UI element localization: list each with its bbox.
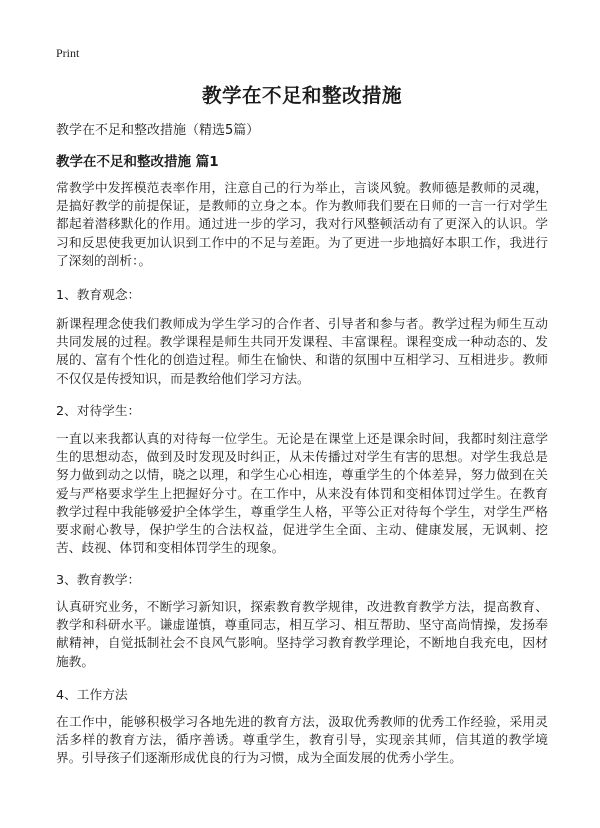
section-heading-teaching: 3、教育教学： (56, 572, 141, 587)
section-body-teaching: 认真研究业务，不断学习新知识，探索教育教学规律，改进教育教学方法，提高教育、教学和科研水平。谦虚谨慎，尊重同志，相互学习、相互帮助、坚守高尚情操，发扬奉献精神，自觉抵制社会不良风气影响。坚持学习教育教学理论，不断地自我充电，因材施教。 (56, 599, 548, 669)
section-heading-work-method: 4、工作方法 (56, 687, 128, 702)
document-subtitle: 教学在不足和整改措施（精选5篇） (56, 123, 260, 138)
section-body-work-method: 在工作中，能够积极学习各地先进的教育方法，汲取优秀教师的优秀工作经验，采用灵活多样的教育方法，循序善诱。尊重学生，教育引导，实现亲其师，信其道的教学境界。引导孩子们逐渐形成优良的行为习惯，成为全面发展的优秀小学生。 (56, 714, 548, 766)
section-heading-treat-students: 2、对待学生： (56, 403, 141, 418)
intro-paragraph: 常教学中发挥模范表率作用，注意自己的行为举止，言谈风貌。教师德是教师的灵魂，是搞好教学的前提保证，是教师的立身之本。作为教师我们要在日师的一言一行对学生都起着潜移默化的作用。通过进一步的学习，我对行风整顿活动有了更深入的认识。学习和反思使我更加认识到工作中的不足与差距。为了更进一步地搞好本职工作，我进行了深刻的剖析：。 (56, 180, 548, 268)
print-link[interactable]: Print (56, 46, 80, 60)
section-body-treat-students: 一直以来我都认真的对待每一位学生。无论是在课堂上还是课余时间，我都时刻注意学生的思想动态，做到及时发现及时纠正，从未传播过对学生有害的思想。对学生我总是努力做到动之以情，晓之以理，和学生心心相连，尊重学生的个体差异，努力做到在关爱与严格要求学生上把握好分寸。在工作中，从来没有体罚和变相体罚过学生。在教育教学过程中我能够爱护全体学生，尊重学生人格，平等公正对待每个学生，对学生严格要求耐心教导，保护学生的合法权益，促进学生全面、主动、健康发展，无讽刺、挖苦、歧视、体罚和变相体罚学生的现象。 (56, 431, 548, 556)
section-body-education-concept: 新课程理念使我们教师成为学生学习的合作者、引导者和参与者。教学过程为师生互动共同发展的过程。教学课程是师生共同开发课程、丰富课程。课程变成一种动态的、发展的、富有个性化的创造过程。师生在愉快、和谐的氛围中互相学习、互相进步。教师不仅仅是传授知识，而是教给他们学习方法。 (56, 316, 548, 386)
article-heading: 教学在不足和整改措施 篇1 (56, 154, 219, 170)
section-heading-education-concept: 1、教育观念： (56, 287, 141, 302)
page-title: 教学在不足和整改措施 (201, 84, 402, 107)
